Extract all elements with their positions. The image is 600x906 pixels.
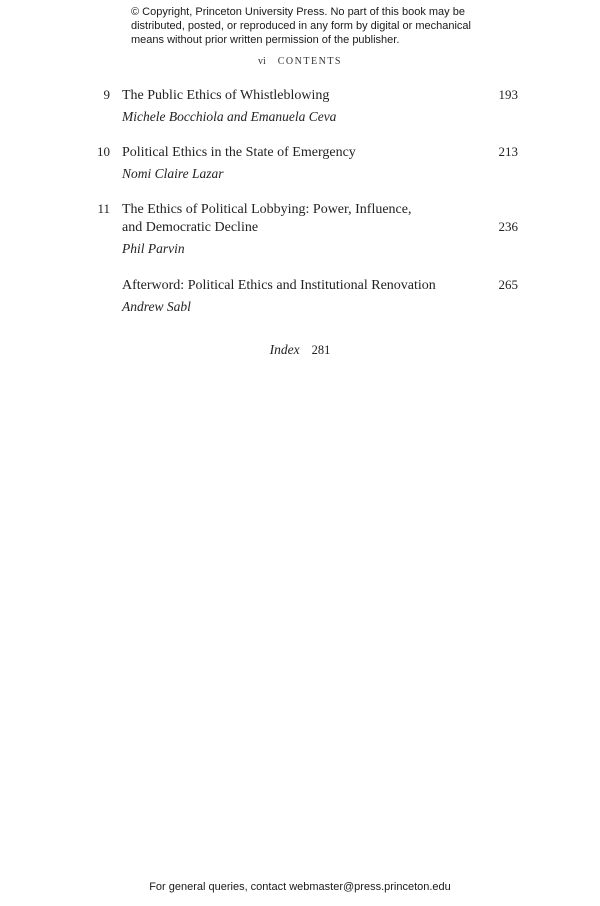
chapter-title[interactable]: Political Ethics in the State of Emergency: [122, 145, 356, 160]
chapter-title-line-2[interactable]: and Democratic Decline: [122, 220, 259, 235]
chapter-number: 10: [97, 144, 110, 159]
chapter-title-line-1[interactable]: The Ethics of Political Lobbying: Power, Influence,: [122, 202, 412, 217]
index-label[interactable]: Index: [269, 342, 300, 357]
index-page-number: 281: [311, 343, 331, 357]
section-title: CONTENTS: [277, 56, 342, 67]
chapter-number: 9: [103, 87, 110, 102]
page-folio: vi: [257, 56, 266, 67]
copyright-notice: © Copyright, Princeton University Press. No part of this book may be distributed, posted, or reproduced in any form by digital or mechanical means without prior written permission of the publisher.: [131, 6, 471, 46]
chapter-author: Phil Parvin: [122, 241, 185, 256]
page-number: 265: [498, 277, 518, 292]
toc-entry-index[interactable]: [0, 342, 600, 358]
footer-contact: For general queries, contact webmaster@press.princeton.edu: [149, 881, 451, 893]
running-head: [0, 56, 600, 67]
page-number: 236: [498, 219, 518, 234]
afterword-author: Andrew Sabl: [122, 299, 191, 314]
chapter-author: Michele Bocchiola and Emanuela Ceva: [122, 109, 337, 124]
afterword-title[interactable]: Afterword: Political Ethics and Institutional Renovation: [122, 278, 436, 293]
page-number: 213: [498, 144, 518, 159]
chapter-number: 11: [97, 201, 110, 216]
page-number: 193: [498, 87, 518, 102]
chapter-author: Nomi Claire Lazar: [122, 166, 224, 181]
chapter-title[interactable]: The Public Ethics of Whistleblowing: [122, 88, 330, 103]
